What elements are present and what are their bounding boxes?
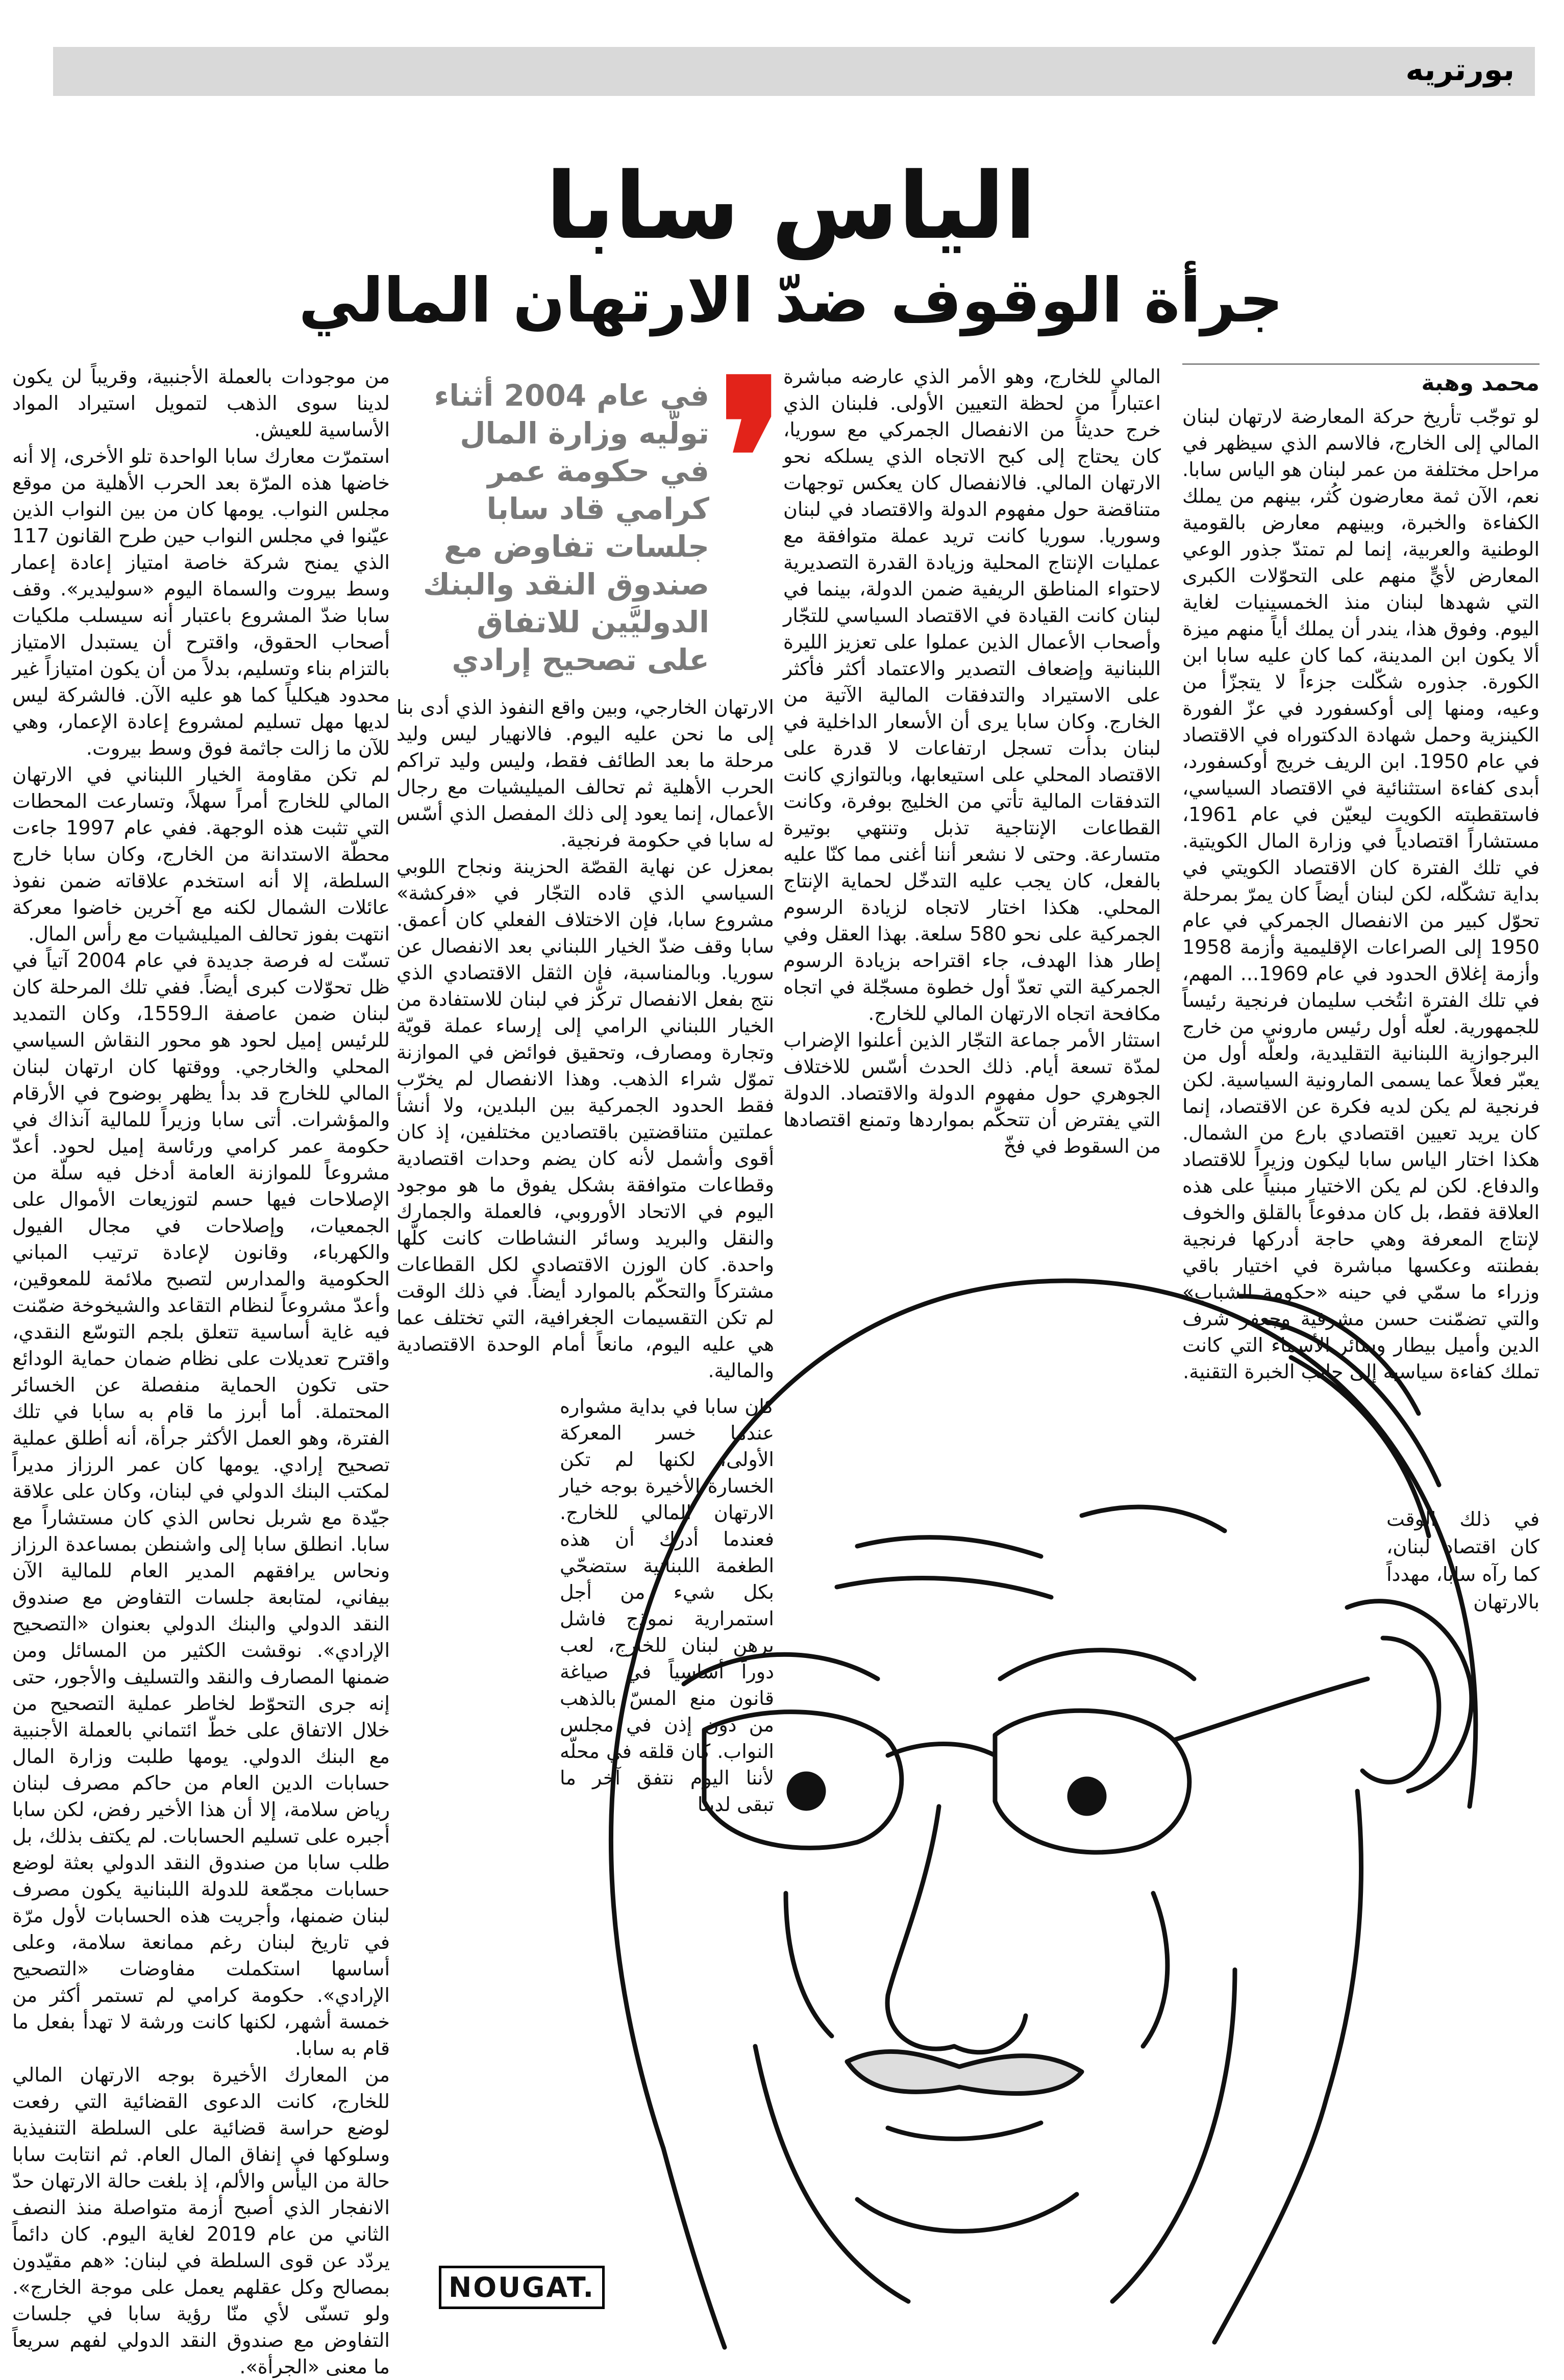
- caricature-illustration: [398, 1128, 1564, 2352]
- paragraph: استمرّت معارك سابا الواحدة تلو الأخرى، إلا أنه خاضها هذه المرّة بعد الحرب الأهلية من موقع مجلس النواب. يومها كان من بين النواب الذين عيّنوا في مجلس النواب حين طرح القانون 117 الذي يمنح شركة خاصة امتياز إعادة إعمار وسط بيروت والسماة اليوم «سوليدير». وقف سابا ضدّ المشروع باعتبار أنه سيسلب ملكيات أصحاب الحقوق، واقترح أن يستبدل الامتياز بالتزام بناء وتسليم، بدلاً من أن يكون امتيازاً غير محدود هيكلياً كما هو عليه الآن. فالشركة ليس لديها مهل تسليم لمشروع إعادة الإعمار، وهي للآن ما زالت جاثمة فوق وسط بيروت.: [12, 445, 390, 759]
- paragraph: بمعزل عن نهاية القصّة الحزينة ونجاح اللوبي السياسي الذي قاده التجّار في «فركشة» مشروع سابا، فإن الاختلاف الفعلي كان أعمق. سابا وقف ضدّ الخيار اللبناني بعد الانفصال عن سوريا. وبالمناسبة، فإن الثقل الاقتصادي الذي نتج بفعل الانفصال تركّز في لبنان للاستفادة من الخيار اللبناني الرامي إلى إرساء عملة قويّة وتجارة ومصارف، وتحقيق فوائض في الموازنة تموّل شراء الذهب. وهذا الانفصال لم يخرّب فقط الحدود الجمركية بين البلدين، ولا أنشأ عملتين متناقضتين باقتصادين مختلفين، إذ كان أقوى وأشمل لأنه كان يضم وحدات اقتصادية وقطاعات متوافقة بشكل يفوق ما هو موجود اليوم في الاتحاد الأوروبي، فالعملة والجمارك والنقل والبريد وسائر النشاطات كانت كلّها واحدة. كان الوزن الاقتصادي لكل القطاعات مشتركاً والتحكّم بالموارد أيضاً. في ذلك الوقت لم تكن التقسيمات الجغرافية، التي تختلف عما هي عليه اليوم، مانعاً أمام الوحدة الاقتصادية والمالية.: [396, 855, 774, 1382]
- paragraph: لم تكن مقاومة الخيار اللبناني في الارتهان المالي للخارج أمراً سهلاً، وتسارعت المحطات التي تثبت هذه الوجهة. ففي عام 1997 جاءت محطّة الاستدانة من الخارج، وكان سابا خارج السلطة، إلا أنه استخدم علاقاته ضمن نفوذ عائلات الشمال لكنه مع آخرين خاضوا معركة انتهت بفوز تحالف الميليشيات مع رأس المال.: [12, 763, 390, 945]
- paragraph: من موجودات بالعملة الأجنبية، وقريباً لن يكون لدينا سوى الذهب لتمويل استيراد المواد الأساسية للعيش.: [12, 365, 390, 441]
- section-header-bar: [53, 47, 1535, 96]
- section-label: بورتريه: [1405, 52, 1515, 88]
- column-2: [783, 363, 1161, 1205]
- paragraph: في ذلك الوقت كان اقتصاد لبنان، كما رآه سابا، مهدداً بالارتهان: [1386, 1508, 1540, 1613]
- byline: محمد وهبة: [1182, 363, 1540, 396]
- column-4: [12, 363, 390, 2378]
- paragraph: الارتهان الخارجي، وبين واقع النفوذ الذي أدى بنا إلى ما نحن عليه اليوم. فالانهيار ليس وليد مرحلة ما بعد الطائف فقط، وليس وليد تراكم الحرب الأهلية ثم تحالف الميليشيات مع رجال الأعمال، إنما يعود إلى ذلك المفصل الذي أسّس له سابا في حكومة فرنجية.: [396, 696, 774, 851]
- paragraph: المالي للخارج، وهو الأمر الذي عارضه مباشرة اعتباراً من لحظة التعيين الأولى. فلبنان الذي خرج حديثاً من الانفصال الجمركي مع سوريا، كان يحتاج إلى كبح الاتجاه الذي يسلكه نحو الارتهان المالي. فالانفصال كان يعكس توجهات متناقضة حول مفهوم الدولة والاقتصاد في لبنان وسوريا. سوريا كانت تريد عملة متوافقة مع عمليات الإنتاج المحلية وزيادة القدرة التصديرية لاحتواء المناطق الريفية ضمن الدولة، بينما في لبنان كانت القيادة في الاقتصاد السياسي للتجّار وأصحاب الأعمال الذين عملوا على تعزيز الليرة اللبنانية وإضعاف التصدير والاعتماد أكثر فأكثر على الاستيراد والتدفقات المالية الآتية من الخارج. وكان سابا يرى أن الأسعار الداخلية في لبنان بدأت تسجل ارتفاعات لا قدرة على الاقتصاد المحلي على استيعابها، وبالتوازي كانت التدفقات المالية تأتي من الخليج بوفرة، وكانت القطاعات الإنتاجية تذبل وتنتهي بوتيرة متسارعة. وحتى لا نشعر أننا أغنى مما كنّا عليه بالفعل، كان يجب عليه التدخّل لحماية الإنتاج المحلي. هكذا اختار لاتجاه لزيادة الرسوم الجمركية على نحو 580 سلعة. بهذا العقل وفي إطار هذا الهدف، جاء اقتراحه بزيادة الرسوم الجمركية التي تعدّ أول خطوة مسجّلة في اتجاه مكافحة اتجاه الارتهان المالي للخارج.: [783, 365, 1161, 1025]
- paragraph: تسنّت له فرصة جديدة في عام 2004 آتياً في ظل تحوّلات كبرى أيضاً. ففي تلك المرحلة كان لبنان ضمن عاصفة الـ1559، وكان التمديد للرئيس إميل لحود هو محور النقاش السياسي المحلي والخارجي. ووقتها كان ارتهان لبنان المالي للخارج قد بدأ يظهر بوضوح في الأرقام والمؤشرات. أتى سابا وزيراً للمالية آنذاك في حكومة عمر كرامي ورئاسة إميل لحود. أعدّ مشروعاً للموازنة العامة أدخل فيه سلّة من الإصلاحات فيها حسم لتوزيعات الأموال على الجمعيات، وإصلاحات في مجال الفيول والكهرباء، وقانون لإعادة ترتيب المباني الحكومية والمدارس لتصبح ملائمة للمعوقين، وأعدّ مشروعاً لنظام التقاعد والشيخوخة ضمّنت فيه غاية أساسية تتعلق بلجم التوسّع النقدي، واقترح تعديلات على نظام ضمان حماية الودائع حتى تكون الحماية منفصلة عن الخسائر المحتملة. أما أبرز ما قام به سابا في تلك الفترة، وهو العمل الأكثر جرأة، أنه أطلق عملية تصحيح إرادي. يومها كان عمر الرزاز مديراً لمكتب البنك الدولي في لبنان، وكان على علاقة جيّدة مع شربل نحاس الذي كان مستشاراً مع سابا. انطلق سابا إلى واشنطن بمساعدة الرزاز ونحاس يرافقهم المدير العام للمالية الآن بيفاني، لمتابعة جلسات التفاوض مع صندوق النقد الدولي والبنك الدولي بعنوان «التصحيح الإرادي». نوقشت الكثير من المسائل ومن ضمنها المصارف والنقد والتسليف والأجور، حتى إنه جرى التحوّط لخاطر عملية التصحيح من خلال الاتفاق على خطّ ائتماني بالعملة الأجنبية مع البنك الدولي. يومها طلبت وزارة المال حسابات الدين العام من حاكم مصرف لبنان رياض سلامة، إلا أن هذا الأخير رفض، لكن سابا أجبره على تسليم الحسابات. لم يكتف بذلك، بل طلب سابا من صندوق النقد الدولي بعثة لوضع حسابات مجمّعة للدولة اللبنانية يكون مصرف لبنان ضمنها، وأجريت هذه الحسابات لأول مرّة في تاريخ لبنان رغم ممانعة سلامة، وعلى أساسها استكملت مفاوضات «التصحيح الإرادي». حكومة كرامي لم تستمر أكثر من خمسة أشهر، لكنها كانت ورشة لا تهدأ بفعل ما قام به سابا.: [12, 949, 390, 2060]
- article-subtitle: جرأة الوقوف ضدّ الارتهان المالي: [299, 265, 1283, 336]
- illustrator-signature: NOUGAT.: [439, 2266, 605, 2309]
- paragraph: لو توجّب تأريخ حركة المعارضة لارتهان لبنان المالي إلى الخارج، فالاسم الذي سيظهر في مراحل مختلفة من عمر لبنان هو الياس سابا. نعم، الآن ثمة معارضون كُثر، بينهم من يملك الكفاءة والخبرة، وبينهم معارض بالقومية الوطنية والعربية، إنما لم تمتدّ جذور الوعي المعارض لأيٍّ منهم على التحوّلات الكبرى التي شهدها لبنان منذ الخمسينيات لغاية اليوم. وفوق هذا، يندر أن يملك أياً منهم ميزة ألا يكون ابن المدينة، كما كان عليه سابا ابن الكورة. جذوره شكّلت جزءاً لا يتجزّأ من وعيه، ومنها إلى أوكسفورد في عزّ الفورة الكينزية وحمل شهادة الدكتوراه في الاقتصاد في عام 1950. ابن الريف خريج أوكسفورد، أبدى كفاءة استثنائية في الاقتصاد السياسي، فاستقطبته الكويت ليعيّن في عام 1961، مستشاراً اقتصادياً في وزارة المال الكويتية. في تلك الفترة كان الاقتصاد الكويتي في بداية تشكّله، لكن لبنان أيضاً كان يمرّ بمرحلة تحوّل كبير من الانفصال الجمركي في عام 1950 إلى الصراعات الإقليمية وأزمة 1958 وأزمة إغلاق الحدود في عام 1969... المهم، في تلك الفترة انتُخب سليمان فرنجية رئيساً للجمهورية. لعلّه أول رئيس ماروني من خارج البرجوازية اللبنانية التقليدية، ولعلّه أول من يعبّر فعلاً عما يسمى المارونية السياسية. لكن فرنجية لم يكن لديه فكرة عن الاقتصاد، إنما كان يريد تعيين اقتصادي بارع من الشمال. هكذا اختار الياس سابا ليكون وزيراً للاقتصاد والدفاع. لكن لم يكن الاختيار مبنياً على هذه العلاقة فقط، بل كان مدفوعاً بالقلق والخوف لإنتاج المعرفة وهي حاجة أدركها فرنجية بفطنته وعكسها مباشرة في اختيار باقي وزراء ما سمّي في حينه «حكومة الشباب» والتي تضمّنت حسن مشرفية وجعفر شرف الدين وأميل بيطار وسائر الأسماء التي كانت تملك كفاءة سياسية إلى جانب الخبرة التقنية.: [1182, 405, 1540, 1383]
- paragraph: كان سابا في بداية مشواره عندما خسر المعركة الأولى، لكنها لم تكن الخسارة الأخيرة بوجه خيار الارتهان المالي للخارج. فعندما أدرك أن هذه الطغمة اللبنانية ستضحّي بكل شيء من أجل استمرارية نموذج فاشل يرهن لبنان للخارج، لعب دوراً أساسياً في صياغة قانون منع المسّ بالذهب من دون إذن في مجلس النواب. كان قلقه في محلّه لأننا اليوم نتفق آخر ما تبقى لدينا: [560, 1395, 774, 1816]
- quote-mark-icon: ❜: [717, 333, 786, 585]
- paragraph: من المعارك الأخيرة بوجه الارتهان المالي للخارج، كانت الدعوى القضائية التي رفعت لوضع حراسة قضائية على السلطة التنفيذية وسلوكها في إنفاق المال العام. ثم انتابت سابا حالة من اليأس والألم، إذ بلغت حالة الارتهان حدّ الانفجار الذي أصبح أزمة متواصلة منذ النصف الثاني من عام 2019 لغاية اليوم. كان دائماً يردّد عن قوى السلطة في لبنان: «هم مقيّدون بمصالح وكل عقلهم يعمل على موجة الخارج». ولو تسنّى لأي منّا رؤية سابا في جلسات التفاوض مع صندوق النقد الدولي لفهم سريعاً ما معنى «الجرأة».: [12, 2064, 390, 2378]
- pull-quote: في عام 2004 أثناء تولّيه وزارة المال في حكومة عمر كرامي قاد سابا جلسات تفاوض مع صندوق النقد والبنك الدوليَّين للاتفاق على تصحيح إرادي: [423, 378, 709, 677]
- paragraph: استثار الأمر جماعة التجّار الذين أعلنوا الإضراب لمدّة تسعة أيام. ذلك الحدث أسّس للاختلاف الجوهري حول مفهوم الدولة والاقتصاد. الدولة التي يفترض أن تتحكّم بمواردها وتمنع اقتصادها من السقوط في فخّ: [783, 1029, 1161, 1157]
- article-title: الياس سابا: [545, 153, 1036, 260]
